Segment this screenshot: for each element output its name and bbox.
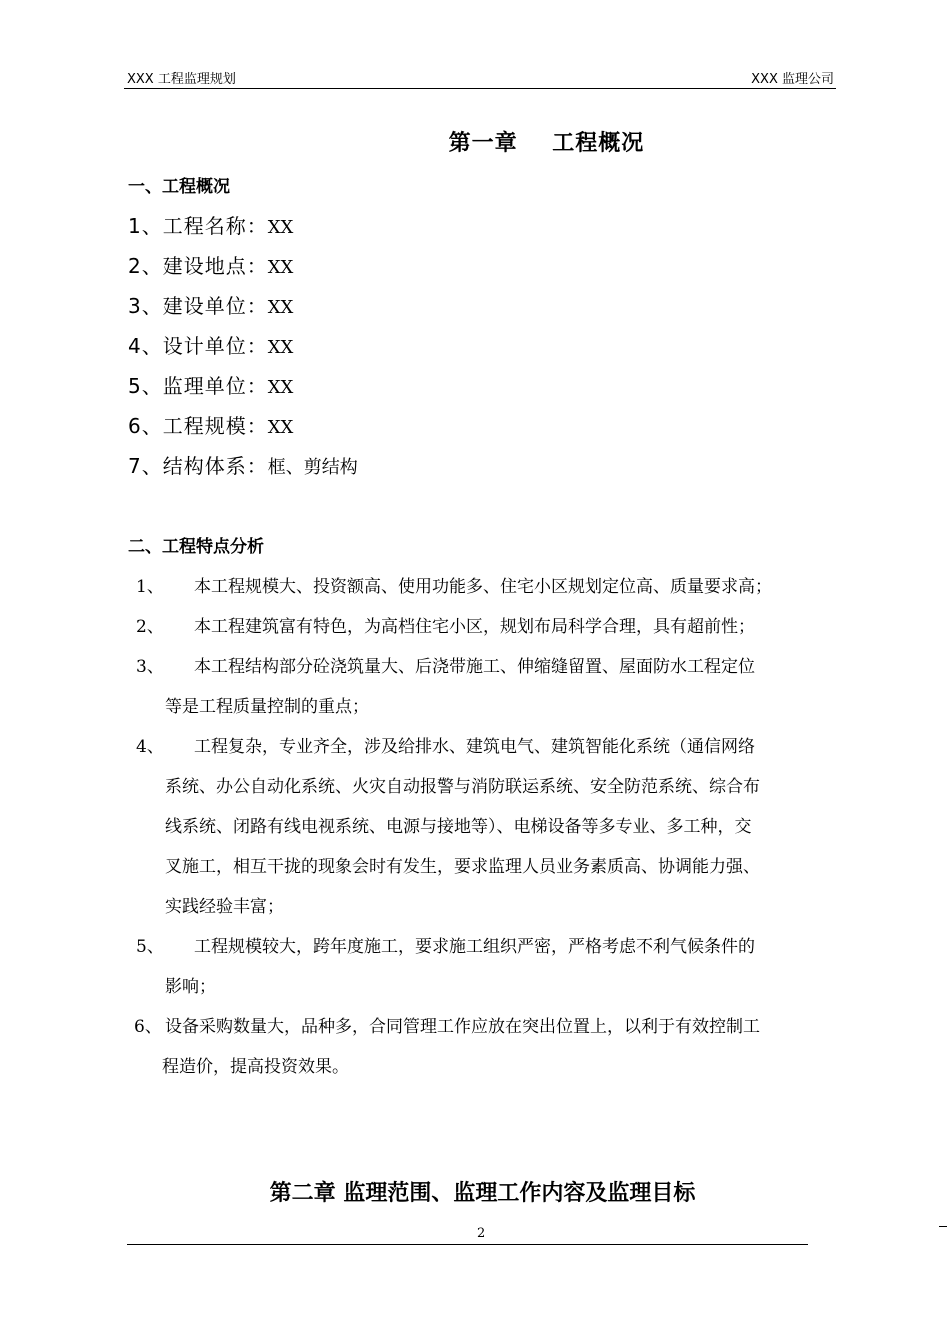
item-line: 工程复杂，专业齐全，涉及给排水、建筑电气、建筑智能化系统（通信网络 [194, 737, 755, 757]
item-line: 程造价，提高投资效果。 [162, 1057, 349, 1077]
item-line: 影响； [165, 977, 216, 997]
fact-structure [128, 450, 358, 479]
fact-owner [128, 290, 293, 319]
fact-project-name [128, 210, 293, 239]
item-number: 4、 [136, 737, 164, 757]
item-line: 等是工程质量控制的重点； [165, 697, 369, 717]
edge-mark [939, 1226, 947, 1227]
item-number: 2、 [136, 617, 164, 637]
item-line: 设备采购数量大，品种多，合同管理工作应放在突出位置上，以利于有效控制工 [165, 1017, 760, 1037]
fact-label: 1、工程名称： [128, 214, 268, 238]
item-line: 实践经验丰富； [165, 897, 284, 917]
item-line: 线系统、闭路有线电视系统、电源与接地等）、电梯设备等多专业、多工种，交 [165, 817, 752, 837]
fact-value: XX [267, 417, 294, 438]
fact-value: XX [267, 257, 294, 278]
fact-designer [128, 330, 293, 359]
fact-label: 4、设计单位： [128, 334, 268, 358]
section2-heading: 二、工程特点分析 [128, 537, 264, 557]
item-line: 本工程结构部分砼浇筑量大、后浇带施工、伸缩缝留置、屋面防水工程定位 [194, 657, 755, 677]
header-left: XXX 工程监理规划 [127, 72, 236, 87]
fact-label: 7、结构体系： [128, 454, 268, 478]
section1-heading: 一、工程概况 [128, 177, 230, 197]
fact-label: 6、工程规模： [128, 414, 268, 438]
fact-value: XX [267, 377, 294, 398]
item-line: 本工程规模大、投资额高、使用功能多、住宅小区规划定位高、质量要求高； [194, 577, 772, 597]
fact-supervisor [128, 370, 293, 399]
item-line: 叉施工，相互干拢的现象会时有发生，要求监理人员业务素质高、协调能力强、 [165, 857, 760, 877]
fact-scale [128, 410, 293, 439]
fact-location [128, 250, 293, 279]
fact-label: 2、建设地点： [128, 254, 268, 278]
item-number: 5、 [136, 937, 164, 957]
fact-value: XX [267, 297, 294, 318]
fact-label: 5、监理单位： [128, 374, 268, 398]
header-right: XXX 监理公司 [751, 72, 834, 87]
fact-label: 3、建设单位： [128, 294, 268, 318]
footer-rule [127, 1244, 808, 1245]
chapter2-title: 第二章 监理范围、监理工作内容及监理目标 [269, 1181, 696, 1206]
item-line: 本工程建筑富有特色，为高档住宅小区，规划布局科学合理，具有超前性； [194, 617, 755, 637]
chapter1-title: 第一章 工程概况 [448, 131, 645, 156]
fact-value: 框、剪结构 [267, 457, 358, 478]
item-number: 6、 [134, 1017, 162, 1037]
item-line: 系统、办公自动化系统、火灾自动报警与消防联运系统、安全防范系统、综合布 [165, 777, 760, 797]
fact-value: XX [267, 337, 294, 358]
item-line: 工程规模较大，跨年度施工，要求施工组织严密，严格考虑不利气候条件的 [194, 937, 755, 957]
header-rule [124, 88, 836, 89]
item-number: 3、 [136, 657, 164, 677]
page-number: 2 [477, 1226, 486, 1241]
item-number: 1、 [136, 577, 164, 597]
fact-value: XX [267, 217, 294, 238]
